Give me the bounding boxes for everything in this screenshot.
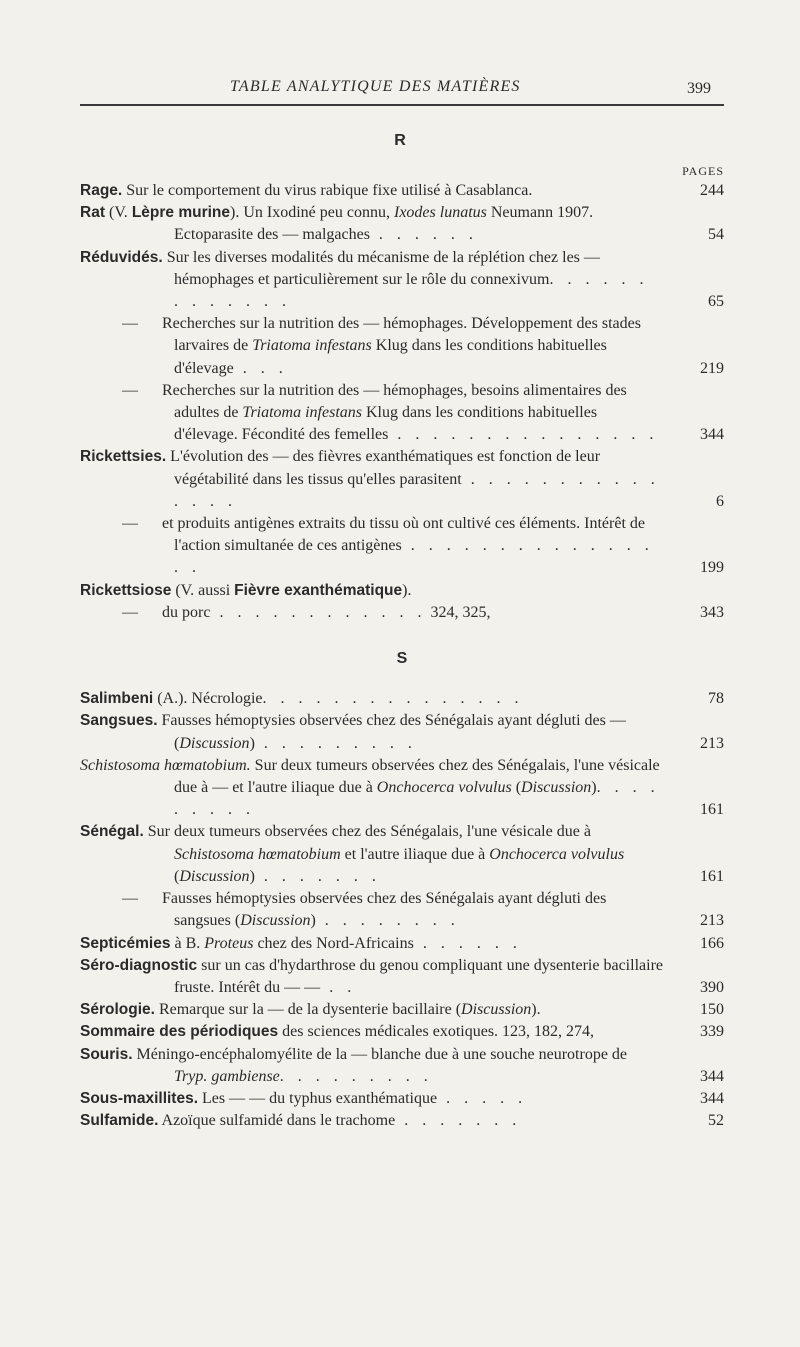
entry-text: Méningo-encéphalomyélite de la — blanche due à une souche neurotrope de xyxy=(132,1045,628,1063)
entry-italic: Onchocerca volvulus xyxy=(376,779,512,797)
index-entry-sommaire xyxy=(80,1021,724,1043)
entry-text: Klug dans les conditions habituelles d'élevage xyxy=(174,337,607,377)
entry-text: (V. aussi xyxy=(171,581,235,599)
index-subentry-reduvides-besoins xyxy=(80,380,724,447)
entry-heading: Schistosoma hœmatobium. xyxy=(80,756,251,774)
header-rule xyxy=(80,104,724,106)
entry-text: ) xyxy=(249,734,255,752)
entry-text: Un Ixodiné peu connu, xyxy=(239,204,394,222)
leader-dots: . . xyxy=(320,978,357,996)
page-number: 399 xyxy=(687,80,711,97)
leader-dots: . . . . . . . xyxy=(395,1112,522,1130)
entry-heading: Rickettsiose xyxy=(80,581,172,599)
entry-text: du porc xyxy=(162,603,211,621)
index-entry-sangsues xyxy=(80,710,724,754)
entry-italic: Schistosoma hœmatobium xyxy=(174,845,341,863)
entry-page-ref: 213 xyxy=(700,912,724,930)
pages-column-label: PAGES xyxy=(682,164,724,178)
entry-text: (V. xyxy=(104,204,132,222)
index-entry-serologie xyxy=(80,999,724,1021)
entry-see-also: Lèpre murine xyxy=(131,204,231,222)
leader-dots: . . . . . . xyxy=(369,226,478,244)
leader-dots: . . . . . . xyxy=(413,934,522,952)
entry-page-ref: 161 xyxy=(700,867,724,885)
index-entry-rat xyxy=(80,202,724,246)
entry-page-ref: 166 xyxy=(700,934,724,952)
entry-page-ref: 343 xyxy=(700,603,724,621)
entry-italic: Discussion xyxy=(179,734,250,752)
entry-page-ref: 65 xyxy=(708,293,724,311)
entry-heading: Sous-maxillites. xyxy=(80,1089,199,1107)
entry-text: des sciences médicales exotiques. 123, 182, 274, xyxy=(278,1023,595,1041)
entry-text: ) xyxy=(310,912,316,930)
entry-heading: Sommaire des périodiques xyxy=(80,1023,279,1041)
entry-inline-pages: 324, 325, xyxy=(426,603,491,621)
leader-dots: . . . . . . . . . xyxy=(174,779,660,819)
entry-italic: Discussion xyxy=(240,912,311,930)
entry-heading: Sulfamide. xyxy=(80,1112,159,1130)
entry-page-ref: 54 xyxy=(708,226,724,244)
entry-italic: Discussion xyxy=(461,1001,532,1019)
leader-dots: . . . . . . . . . . . . . xyxy=(174,270,649,311)
leader-dots: . . . . . . . . . xyxy=(254,734,417,752)
entry-see-also: Fièvre exanthématique xyxy=(234,581,403,599)
leader-dots: . . . . . . . . . xyxy=(279,1067,433,1085)
entry-text: Azoïque sulfamidé dans le trachome xyxy=(158,1112,396,1130)
index-entry-rage xyxy=(80,180,724,202)
entry-dash: — xyxy=(122,381,138,399)
entry-text: Recherches sur la nutrition des — hémophages. Développement des stades larvaires de xyxy=(162,315,641,355)
index-entry-sulfamide xyxy=(80,1110,724,1132)
entry-text: ). xyxy=(402,581,412,599)
leader-dots: . . . . . . . . xyxy=(315,912,460,930)
entry-page-ref: 150 xyxy=(700,1001,724,1019)
leader-dots: . . . . . . . . . . . . . . . xyxy=(174,470,660,510)
entry-text: Klug dans les conditions habituelles d'élevage. Fécondité des femelles xyxy=(174,404,598,444)
index-entry-rickettsiose xyxy=(80,580,724,602)
index-entry-serodiagnostic xyxy=(80,955,724,999)
leader-dots: . . . . . . . xyxy=(254,867,381,885)
leader-dots: . . . xyxy=(233,359,288,377)
section-letter-s: S xyxy=(396,650,408,668)
leader-dots: . . . . . xyxy=(437,1089,528,1107)
entry-text: (A.). Nécrologie xyxy=(153,690,263,708)
entry-page-ref: 52 xyxy=(708,1112,724,1130)
index-subentry-senegal-hemoptysies xyxy=(80,888,724,932)
entry-heading: Sangsues. xyxy=(80,712,158,730)
index-subentry-rickettsies-antigenes xyxy=(80,513,724,580)
leader-dots: . . . . . . . . . . . . . . . . xyxy=(174,537,654,577)
entry-text: ( xyxy=(174,867,180,885)
leader-dots: . . . . . . . . . . . . . . . xyxy=(388,426,659,444)
entry-text: L'évolution des — des fièvres exanthématiques est fonction de leur végétabilité dans les tissus qu'elles parasitent xyxy=(166,448,601,488)
entry-text: ). xyxy=(531,1001,541,1019)
index-entry-rickettsies xyxy=(80,446,724,513)
index-entry-souris xyxy=(80,1044,724,1088)
entry-text: ) xyxy=(591,779,597,797)
entry-italic: Triatoma infestans xyxy=(242,404,362,422)
entry-text: Fausses hémoptysies observées chez des Sénégalais ayant dégluti des sangsues ( xyxy=(162,890,607,930)
index-entry-salimbeni xyxy=(80,688,724,710)
entry-text: chez des Nord-Africains xyxy=(253,934,414,952)
index-subentry-rickettsiose-porc xyxy=(80,602,724,624)
index-entry-reduvides xyxy=(80,247,724,314)
entry-italic: Proteus xyxy=(204,934,254,952)
entry-page-ref: 219 xyxy=(700,359,724,377)
section-s xyxy=(80,648,724,670)
entry-text: ). xyxy=(230,204,240,222)
index-entry-septicemies xyxy=(80,933,724,955)
entry-heading: Souris. xyxy=(80,1045,133,1063)
entry-text: Neumann 1907. Ectoparasite des — malgaches xyxy=(174,204,594,244)
index-entry-senegal xyxy=(80,821,724,888)
entry-text: Les — — du typhus exanthématique xyxy=(198,1089,438,1107)
index-entry-sousmaxillites xyxy=(80,1088,724,1110)
entry-page-ref: 244 xyxy=(700,182,724,199)
entry-dash: — xyxy=(122,315,138,333)
index-entries xyxy=(80,180,724,1132)
entry-heading: Rat xyxy=(80,204,105,222)
running-head-title: TABLE ANALYTIQUE DES MATIÈRES xyxy=(230,78,521,95)
entry-heading: Réduvidés. xyxy=(80,248,163,266)
entry-heading: Rage. xyxy=(80,182,123,199)
entry-text: et l'autre iliaque due à xyxy=(340,845,490,863)
entry-text: Sur le comportement du virus rabique fixe utilisé à Casablanca. xyxy=(122,182,533,199)
entry-heading: Septicémies xyxy=(80,934,171,952)
entry-italic: Tryp. gambiense xyxy=(174,1067,280,1085)
entry-italic: Discussion xyxy=(179,867,250,885)
entry-heading: Sérologie. xyxy=(80,1001,155,1019)
entry-dash: — xyxy=(122,603,138,621)
entry-heading: Salimbeni xyxy=(80,690,154,708)
entry-text: Sur les diverses modalités du mécanisme de la réplétion chez les — hémophages et particulièrement sur le rôle du connexivum xyxy=(162,248,600,288)
entry-text: ( xyxy=(511,779,522,797)
leader-dots: . . . . . . . . . . . . xyxy=(210,603,427,621)
entry-italic: Triatoma infestans xyxy=(252,337,372,355)
entry-dash: — xyxy=(122,890,138,908)
entry-page-ref: 213 xyxy=(700,734,724,752)
index-entry-schistosoma xyxy=(80,755,724,822)
entry-page-ref: 339 xyxy=(700,1023,724,1041)
entry-italic: Ixodes lunatus xyxy=(393,204,487,222)
entry-text: Fausses hémoptysies observées chez des Sénégalais ayant dégluti des — ( xyxy=(157,712,626,752)
entry-page-ref: 199 xyxy=(700,559,724,577)
entry-page-ref: 161 xyxy=(700,801,724,819)
entry-text: sur un cas d'hydarthrose du genou compliquant une dysenterie bacillaire fruste. Intérêt du — — xyxy=(174,956,663,996)
entry-italic: Discussion xyxy=(521,779,592,797)
entry-heading: Sénégal. xyxy=(80,823,144,841)
entry-page-ref: 344 xyxy=(700,426,724,444)
leader-dots: . . . . . . . . . . . . . . . xyxy=(262,690,524,708)
entry-page-ref: 78 xyxy=(708,690,724,708)
entry-heading: Séro-diagnostic xyxy=(80,956,198,974)
entry-text: et produits antigènes extraits du tissu où ont cultivé ces éléments. Intérêt de l'action simultanée de ces antigènes xyxy=(162,515,645,555)
entry-page-ref: 344 xyxy=(700,1089,724,1107)
entry-dash: — xyxy=(122,515,138,533)
section-letter-r: R xyxy=(394,132,406,149)
entry-page-ref: 390 xyxy=(700,978,724,996)
entry-text: Remarque sur la — de la dysenterie bacillaire ( xyxy=(154,1001,462,1019)
running-head xyxy=(0,76,800,102)
entry-text: Recherches sur la nutrition des — hémophages, besoins alimentaires des adultes de xyxy=(162,381,627,422)
entry-page-ref: 344 xyxy=(700,1067,724,1085)
entry-text: Sur deux tumeurs observées chez des Sénégalais, l'une vésicale due à — et l'autre iliaque due à xyxy=(174,756,660,797)
entry-page-ref: 6 xyxy=(716,492,724,510)
entry-text: à B. xyxy=(170,934,205,952)
index-subentry-reduvides-nutrition xyxy=(80,313,724,380)
entry-text: ) xyxy=(249,867,255,885)
entry-italic: Onchocerca volvulus xyxy=(489,845,625,863)
entry-heading: Rickettsies. xyxy=(80,448,167,466)
entry-text: Sur deux tumeurs observées chez des Sénégalais, l'une vésicale due à xyxy=(143,823,591,841)
